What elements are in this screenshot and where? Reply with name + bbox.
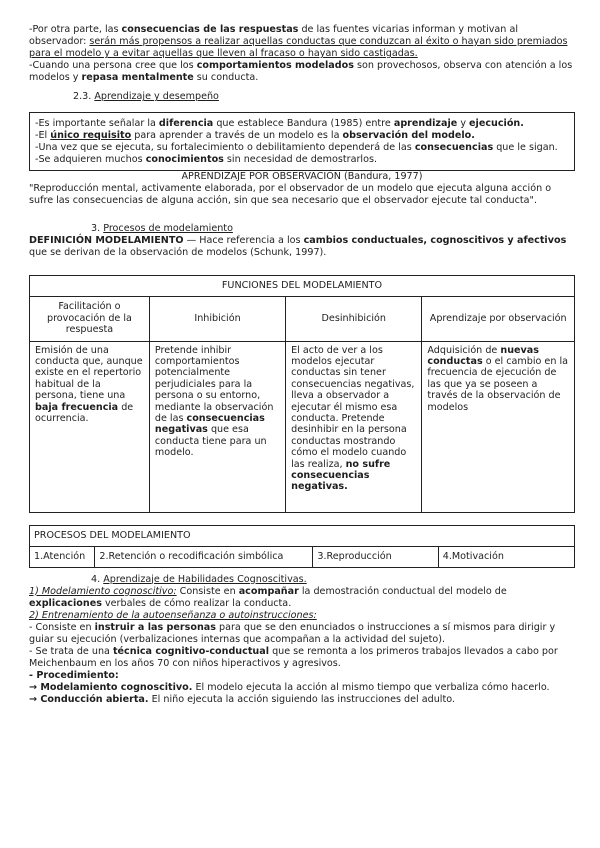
intro-paragraph-1: -Por otra parte, las consecuencias de las respuestas de las fuentes vicarias informan y motivan al observador: serán más propensos a realizar aquellas conductas que conduzcan al éxito o hayan sido premiados para el modelo y a evitar aquellas que lleven al fracaso o hayan sido castigadas. <box>29 24 568 60</box>
box-line-2: -El único requisito para aprender a través de un modelo es la observación del modelo. <box>35 129 475 141</box>
procedure-step-1: → Modelamiento cognoscitivo. El modelo ejecuta la acción al mismo tiempo que verbaliza cómo hacerlo. <box>29 682 550 694</box>
cognitive-modeling: 1) Modelamiento cognoscitivo: Consiste en acompañar la demostración conductual del modelo de explicaciones verbales de cómo realizar la conducta. <box>29 585 507 609</box>
functions-header-disinhibition: Desinhibición <box>286 296 422 341</box>
functions-header-facilitation: Facilitación o provocación de la respuesta <box>30 296 150 341</box>
box-line-3: -Una vez que se ejecuta, su fortalecimiento o debilitamiento dependerá de las consecuencias que le sigan. <box>35 141 558 153</box>
box-line-1: -Es importante señalar la diferencia que establece Bandura (1985) entre aprendizaje y ejecución. <box>35 117 524 129</box>
self-instruction-desc-2: - Se trata de una técnica cognitivo-conductual que se remonta a los primeros trabajos llevados a cabo por Meichenbaum en los años 70 con niños hiperactivos y agresivos. <box>29 646 558 670</box>
learning-performance-box <box>29 112 575 171</box>
definition-modelamiento: DEFINICIÓN MODELAMIENTO — Hace referencia a los cambios conductuales, cognoscitivos y afectivos que se derivan de la observación de modelos (Schunk, 1997). <box>29 235 567 259</box>
process-retention: 2.Retención o recodificación simbólica <box>95 546 313 567</box>
procedure-step-2: → Conducción abierta. El niño ejecuta la acción siguiendo las instrucciones del adulto. <box>29 694 455 706</box>
functions-cell-inhibition: Pretende inhibir comportamientos potencialmente perjudiciales para la persona o su entorno, mediante la observación de las consecuencias negativas que esa conducta tiene para un modelo. <box>149 341 285 512</box>
functions-cell-facilitation: Emisión de una conducta que, aunque existe en el repertorio habitual de la persona, tiene una baja frecuencia de ocurrencia. <box>30 341 150 512</box>
functions-table-title: FUNCIONES DEL MODELAMIENTO <box>30 275 575 296</box>
process-attention: 1.Atención <box>30 546 95 567</box>
intro-paragraph-2: -Cuando una persona cree que los comportamientos modelados son provechosos, observa con atención a los modelos y repasa mentalmente su conducta. <box>29 60 573 84</box>
functions-table <box>29 275 575 513</box>
functions-header-inhibition: Inhibición <box>149 296 285 341</box>
box-line-4: -Se adquieren muchos conocimientos sin necesidad de demostrarlos. <box>35 153 378 165</box>
process-reproduction: 3.Reproducción <box>313 546 438 567</box>
document-page <box>29 24 575 707</box>
processes-table <box>29 525 575 568</box>
functions-cell-disinhibition: El acto de ver a los modelos ejecutar conductas sin tener consecuencias negativas, lleva a observador a ejecutar él mismo esa conducta. Pretende desinhibir en la persona conductas mostrando cómo el modelo cuando las realiza, no sufre consecuencias negativas. <box>286 341 422 512</box>
observation-title: APRENDIZAJE POR OBSERVACIÓN (Bandura, 1977) <box>181 170 423 182</box>
processes-table-title: PROCESOS DEL MODELAMIENTO <box>30 525 575 546</box>
section-heading-3: 3. Procesos de modelamiento <box>91 223 233 235</box>
procedure-heading: - Procedimiento: <box>29 670 119 682</box>
section-heading-4: 4. Aprendizaje de Habilidades Cognoscitivas. <box>91 573 307 585</box>
section-heading-2-3: 2.3. Aprendizaje y desempeño <box>73 91 219 103</box>
self-instruction-heading: 2) Entrenamiento de la autoenseñanza o autoinstrucciones: <box>29 609 317 621</box>
functions-cell-observational-learning: Adquisición de nuevas conductas o el cambio en la frecuencia de ejecución de las que ya se poseen a través de la observación de modelos <box>422 341 575 512</box>
observation-quote: "Reproducción mental, activamente elaborada, por el observador de un modelo que ejecuta alguna acción o sufre las consecuencias de alguna acción, sin que sea necesario que el observador ejecute tal conducta". <box>29 183 552 207</box>
process-motivation: 4.Motivación <box>438 546 574 567</box>
self-instruction-desc-1: - Consiste en instruir a las personas para que se den enunciados o instrucciones a sí mismos para dirigir y guiar su ejecución (verbalizaciones internas que acompañan a la actividad del sujeto). <box>29 621 556 645</box>
functions-header-observational-learning: Aprendizaje por observación <box>422 296 575 341</box>
